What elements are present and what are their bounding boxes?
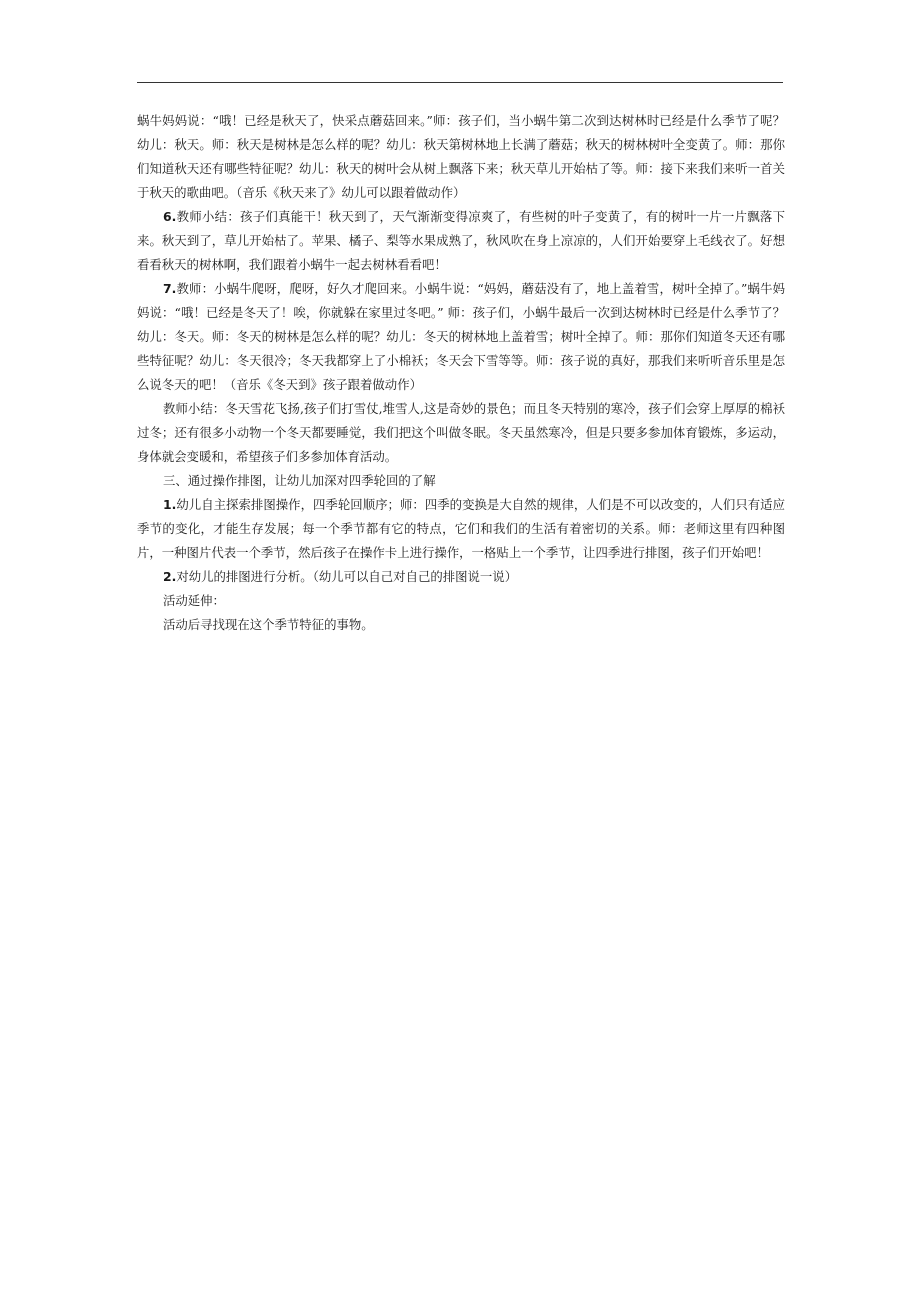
paragraph-text: 幼儿自主探索排图操作，四季轮回顺序；师：四季的变换是大自然的规律，人们是不可以改变的，人们只有适应季节的变化，才能生存发展；每一个季节都有它的特点，它们和我们的生活有着密切的关系。师：老师这里有四种图片，一种图片代表一个季节，然后孩子在操作卡上进行操作，一格贴上一个季节，让四季进行排图，孩子们开始吧！ [137,497,785,560]
step-number: 6. [163,209,177,224]
paragraph-winter-dialogue [137,277,785,397]
paragraph-sorting-analysis [137,565,785,589]
paragraph-text: 教师：小蜗牛爬呀，爬呀，好久才爬回来。小蜗牛说：“妈妈，蘑菇没有了，地上盖着雪，树叶全掉了。”蜗牛妈妈说：“哦！已经是冬天了！唉，你就躲在家里过冬吧。” 师：孩子们，小蜗牛最后一次到达树林时已经是什么季节了？幼儿：冬天。师：冬天的树林是怎么样的呢？幼儿：冬天的树林地上盖着雪；树叶全掉了。师：那你们知道冬天还有哪些特征呢？幼儿：冬天很冷；冬天我都穿上了小棉袄；冬天会下雪等等。师：孩子说的真好，那我们来听听音乐里是怎么说冬天的吧！（音乐《冬天到》孩子跟着做动作） [137,281,785,392]
paragraph-text: 对幼儿的排图进行分析。（幼儿可以自己对自己的排图说一说） [176,569,518,584]
section-heading-three [137,469,785,493]
step-number: 2. [163,569,177,584]
paragraph-text: 教师小结：冬天雪花飞扬,孩子们打雪仗,堆雪人,这是奇妙的景色；而且冬天特别的寒冷，孩子们会穿上厚厚的棉袄过冬；还有很多小动物一个冬天都要睡觉，我们把这个叫做冬眠。冬天虽然寒冷，但是只要多参加体育锻炼，多运动，身体就会变暖和，希望孩子们多参加体育活动。 [137,401,785,464]
paragraph-text: 教师小结：孩子们真能干！秋天到了，天气渐渐变得凉爽了，有些树的叶子变黄了，有的树叶一片一片飘落下来。秋天到了，草儿开始枯了。苹果、橘子、梨等水果成熟了，秋风吹在身上凉凉的，人们开始要穿上毛线衣了。好想看看秋天的树林啊，我们跟着小蜗牛一起去树林看看吧！ [137,209,785,272]
paragraph-text: 三、通过操作排图，让幼儿加深对四季轮回的了解 [163,473,436,488]
paragraph-autumn-dialogue [137,109,785,205]
extension-text [137,613,785,637]
extension-heading [137,589,785,613]
paragraph-autumn-summary [137,205,785,277]
document-body [137,109,785,637]
paragraph-text: 活动延伸： [163,593,225,608]
paragraph-sorting-activity [137,493,785,565]
paragraph-winter-summary [137,397,785,469]
header-rule [137,82,783,83]
paragraph-text: 活动后寻找现在这个季节特征的事物。 [163,617,374,632]
step-number: 7. [163,281,177,296]
paragraph-text: 蜗牛妈妈说：“哦！已经是秋天了，快采点蘑菇回来。”师：孩子们，当小蜗牛第二次到达树林时已经是什么季节了呢？幼儿：秋天。师：秋天是树林是怎么样的呢？幼儿：秋天第树林地上长满了蘑菇；秋天的树林树叶全变黄了。师：那你们知道秋天还有哪些特征呢？幼儿：秋天的树叶会从树上飘落下来；秋天草儿开始枯了等。师：接下来我们来听一首关于秋天的歌曲吧。（音乐《秋天来了》幼儿可以跟着做动作） [137,113,785,200]
step-number: 1. [163,497,177,512]
